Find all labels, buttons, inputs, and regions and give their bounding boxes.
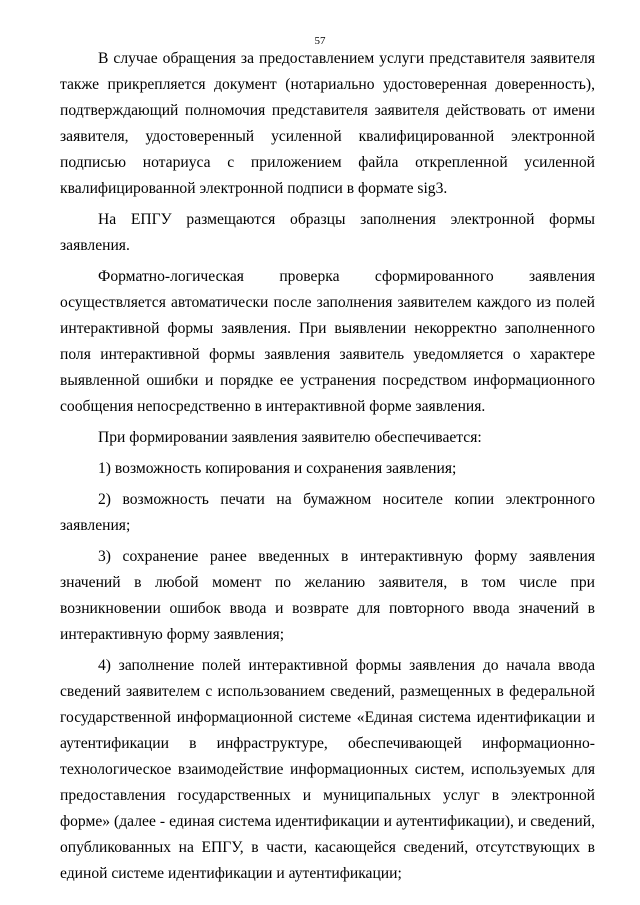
page-number: 57 <box>314 35 326 47</box>
paragraph-format-logical-check: Форматно-логическая проверка сформированного заявления осуществляется автоматически после заполнения заявителем каждого из полей интерактивной формы заявления. При выявлении некорректно заполненного поля интерактивной формы заявления заявитель уведомляется о характере выявленной ошибки и порядке ее устранения посредством информационного сообщения непосредственно в интерактивной форме заявления. <box>60 268 595 415</box>
document-body <box>60 46 595 887</box>
paragraph-representative-documents: В случае обращения за предоставлением услуги представителя заявителя также прикрепляется документ (нотариально удостоверенная доверенность), подтверждающий полномочия представителя заявителя действовать от имени заявителя, удостоверенный усиленной квалифицированной электронной подписью нотариуса с приложением файла открепленной усиленной квалифицированной электронной подписи в формате sig3. <box>60 50 595 197</box>
list-item-1: 1) возможность копирования и сохранения заявления; <box>98 460 457 477</box>
list-item-4: 4) заполнение полей интерактивной формы заявления до начала ввода сведений заявителем с использованием сведений, размещенных в федеральной государственной информационной системе «Единая система идентификации и аутентификации в инфраструктуре, обеспечивающей информационно-технологическое взаимодействие информационных систем, используемых для предоставления государственных и муниципальных услуг в электронной форме» (далее - единая система идентификации и аутентификации), и сведений, опубликованных на ЕПГУ, в части, касающейся сведений, отсутствующих в единой системе идентификации и аутентификации; <box>60 657 595 882</box>
paragraph-sample-forms: На ЕПГУ размещаются образцы заполнения электронной формы заявления. <box>60 211 595 254</box>
list-item-3: 3) сохранение ранее введенных в интерактивную форму заявления значений в любой момент по желанию заявителя, в том числе при возникновении ошибок ввода и возврате для повторного ввода значений в интерактивную форму заявления; <box>60 548 595 643</box>
paragraph-applicant-provisions: При формировании заявления заявителю обеспечивается: <box>98 429 482 446</box>
list-item-2: 2) возможность печати на бумажном носителе копии электронного заявления; <box>60 491 595 534</box>
